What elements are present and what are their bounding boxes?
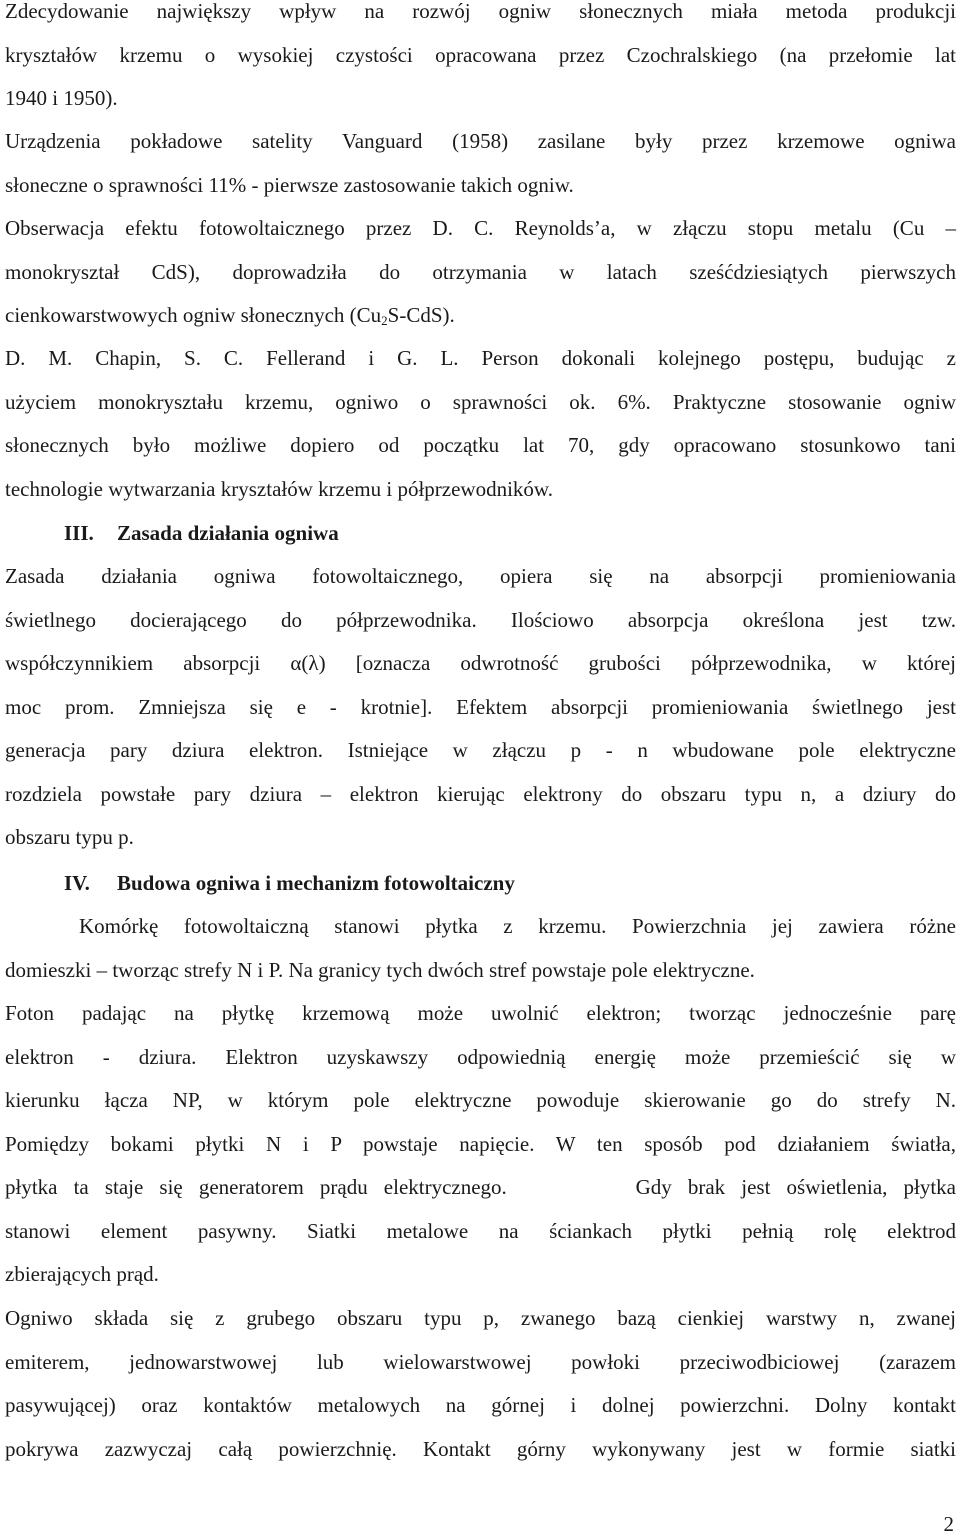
formula-text: cienkowarstwowych ogniw słonecznych (Cu [5,303,382,327]
paragraph-reynolds [5,207,956,338]
text-line: kierunku łącza NP, w którym pole elektryczne powoduje skierowanie go do strefy N. [5,1088,956,1112]
subscript: 2 [381,313,388,328]
text-line: zbierających prąd. [5,1262,159,1286]
formula-text: S-CdS). [387,303,455,327]
text-line: słonecznych było możliwe dopiero od początku lat 70, gdy opracowano stosunkowo tani [5,433,956,457]
text-line: Zasada działania ogniwa fotowoltaicznego, opiera się na absorpcji promieniowania [5,564,956,588]
paragraph-czochralski [5,0,956,121]
section-number: IV. [64,871,90,895]
text-line: D. M. Chapin, S. C. Fellerand i G. L. Person dokonali kolejnego postępu, budując z [5,346,956,370]
section-heading-4 [64,862,515,905]
paragraph-vanguard [5,120,956,207]
paragraph-construction [5,905,956,1297]
text-line: Ogniwo składa się z grubego obszaru typu p, zwanego bazą cienkiej warstwy n, zwanej [5,1306,956,1330]
text-line: słoneczne o sprawności 11% - pierwsze zastosowanie takich ogniw. [5,172,574,197]
text-line: obszaru typu p. [5,825,134,849]
text-line: elektron - dziura. Elektron uzyskawszy odpowiednią energię może przemieścić się w [5,1044,956,1069]
text-line: generacja pary dziura elektron. Istniejące w złączu p - n wbudowane pole elektryczne [5,738,956,762]
text-line: monokryształ CdS), doprowadziła do otrzymania w latach sześćdziesiątych pierwszych [5,259,956,284]
section-number: III. [64,521,94,545]
text-line: 1940 i 1950). [5,86,118,110]
section-title: Budowa ogniwa i mechanizm fotowoltaiczny [117,871,515,895]
paragraph-chapin [5,337,956,511]
text-line: Obserwacja efektu fotowoltaicznego przez D. C. Reynolds’a, w złączu stopu metalu (Cu – [5,216,956,240]
text-line [5,294,956,338]
text-line: Urządzenia pokładowe satelity Vanguard (1958) zasilane były przez krzemowe ogniwa [5,129,956,153]
text-line: Foton padając na płytkę krzemową może uwolnić elektron; tworząc jednocześnie parę [5,1001,956,1025]
text-line: świetlnego docierającego do półprzewodnika. Ilościowo absorpcja określona jest tzw. [5,607,956,632]
text-line: pokrywa zazwyczaj całą powierzchnię. Kontakt górny wykonywany jest w formie siatki [5,1436,956,1461]
text-line: użyciem monokryształu krzemu, ogniwo o sprawności ok. 6%. Praktyczne stosowanie ogniw [5,389,956,414]
text-line: emiterem, jednowarstwowej lub wielowarstwowej powłoki przeciwodbiciowej (zarazem [5,1349,956,1374]
paragraph-structure [5,1297,956,1471]
page-number: 2 [943,1512,954,1536]
text-line: Pomiędzy bokami płytki N i P powstaje napięcie. W ten sposób pod działaniem światła, [5,1131,956,1156]
text-line: domieszki – tworząc strefy N i P. Na granicy tych dwóch stref powstaje pole elektryczne. [5,957,755,982]
text-line: rozdziela powstałe pary dziura – elektron kierując elektrony do obszaru typu n, a dziury do [5,781,956,806]
paragraph-principle [5,555,956,860]
section-heading-3 [64,512,339,555]
text-line: technologie wytwarzania kryształów krzemu i półprzewodników. [5,476,553,501]
text-line: Zdecydowanie największy wpływ na rozwój ogniw słonecznych miała metoda produkcji [5,0,956,23]
text-line: moc prom. Zmniejsza się e - krotnie]. Efektem absorpcji promieniowania świetlnego jest [5,694,956,719]
text-line: współczynnikiem absorpcji α(λ) [oznacza odwrotność grubości półprzewodnika, w której [5,651,956,675]
section-title: Zasada działania ogniwa [117,521,339,545]
text-line: kryształów krzemu o wysokiej czystości opracowana przez Czochralskiego (na przełomie lat [5,42,956,67]
text-line: płytka ta staje się generatorem prądu elektrycznego. Gdy brak jest oświetlenia, płytka [5,1175,956,1199]
text-line: Komórkę fotowoltaiczną stanowi płytka z krzemu. Powierzchnia jej zawiera różne [79,914,956,938]
text-line: stanowi element pasywny. Siatki metalowe na ściankach płytki pełnią rolę elektrod [5,1218,956,1243]
text-line: pasywującej) oraz kontaktów metalowych na górnej i dolnej powierzchni. Dolny kontakt [5,1393,956,1417]
